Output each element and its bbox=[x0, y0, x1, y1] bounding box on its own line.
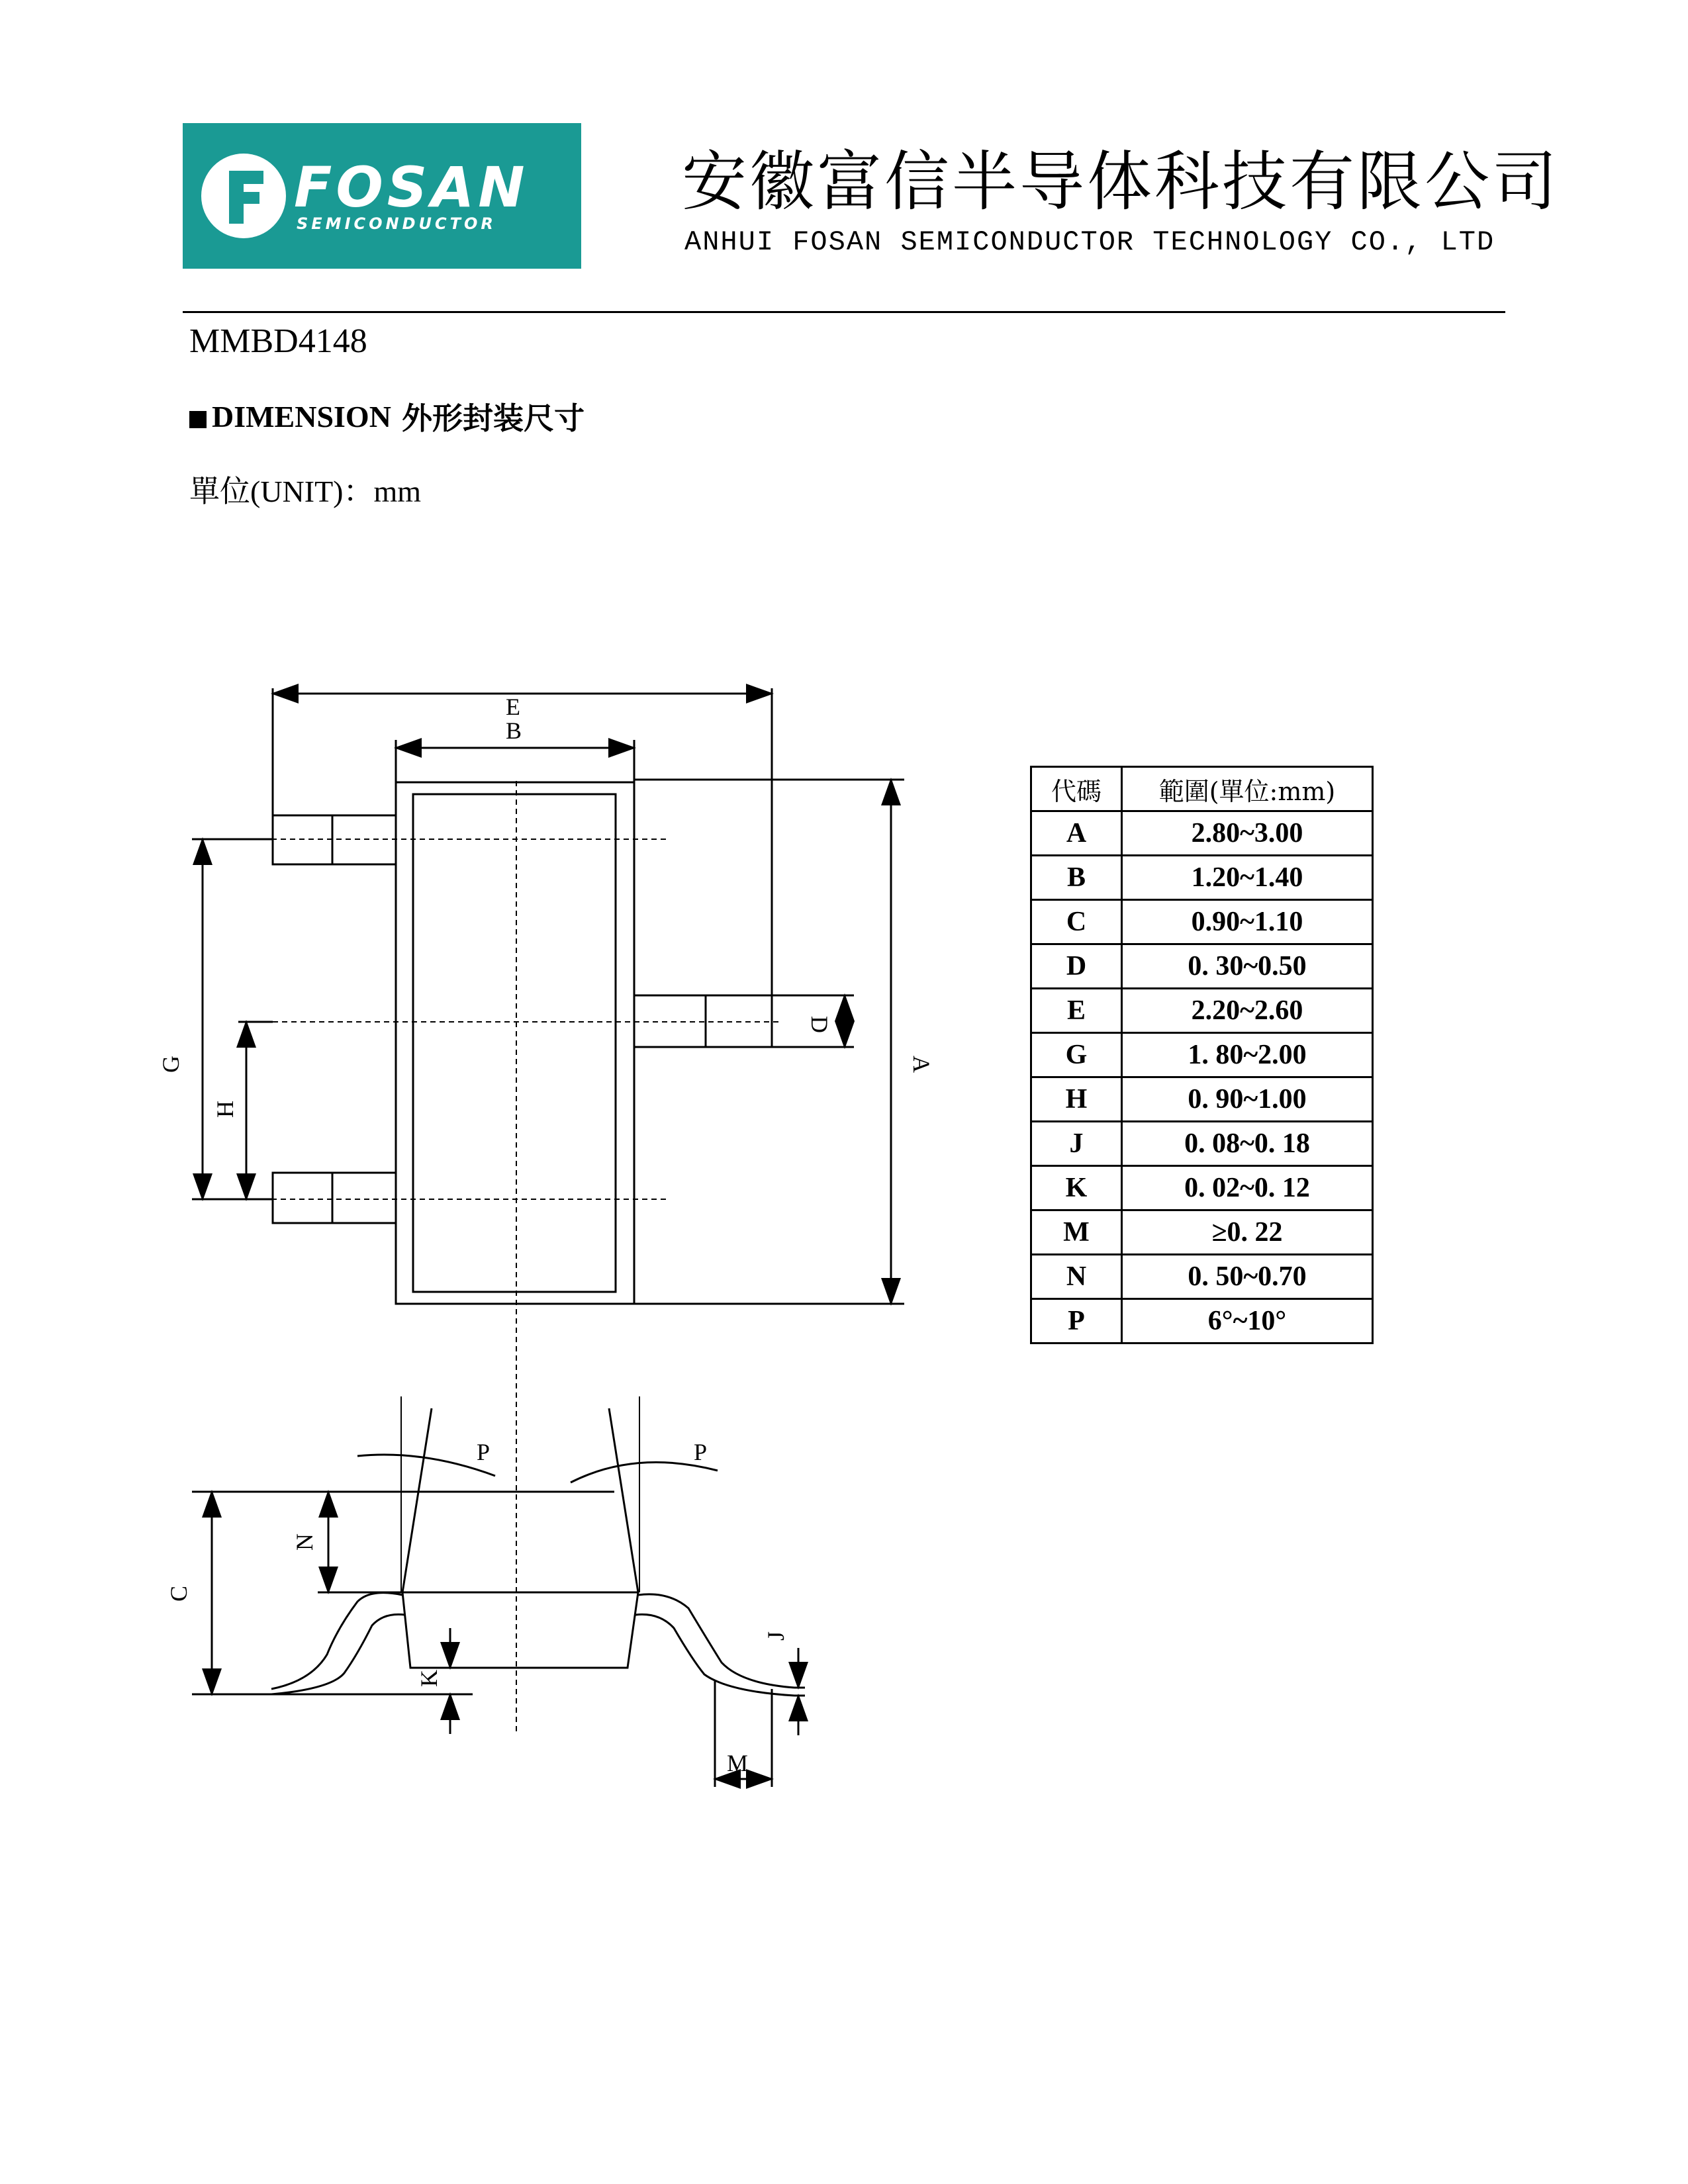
cell-range: 0. 30~0.50 bbox=[1122, 944, 1373, 989]
cell-code: D bbox=[1031, 944, 1122, 989]
label-H: H bbox=[212, 1101, 238, 1118]
table-row bbox=[1031, 811, 1373, 856]
table-header-row bbox=[1031, 767, 1373, 811]
top-view bbox=[245, 781, 781, 1734]
label-P-left: P bbox=[477, 1439, 491, 1465]
cell-range: 0. 50~0.70 bbox=[1122, 1255, 1373, 1299]
company-name-en: ANHUI FOSAN SEMICONDUCTOR TECHNOLOGY CO., LTD bbox=[684, 226, 1495, 258]
label-N: N bbox=[291, 1533, 318, 1551]
logo-text: FOSAN bbox=[294, 155, 529, 220]
cell-code: M bbox=[1031, 1210, 1122, 1255]
pin-left-bottom bbox=[273, 1173, 396, 1223]
cell-range: 1.20~1.40 bbox=[1122, 856, 1373, 900]
cell-range: 2.80~3.00 bbox=[1122, 811, 1373, 856]
unit-label-cn: 單位 bbox=[189, 473, 250, 509]
label-P-right: P bbox=[694, 1439, 708, 1465]
cell-code: E bbox=[1031, 989, 1122, 1033]
table-row bbox=[1031, 1210, 1373, 1255]
cell-range: 2.20~2.60 bbox=[1122, 989, 1373, 1033]
label-G: G bbox=[158, 1056, 184, 1073]
cell-code: C bbox=[1031, 900, 1122, 944]
part-number: MMBD4148 bbox=[189, 322, 367, 360]
angle-arc-P-left bbox=[357, 1455, 495, 1476]
side-body-lower bbox=[402, 1592, 638, 1668]
label-K: K bbox=[416, 1670, 442, 1687]
cell-code: J bbox=[1031, 1122, 1122, 1166]
cell-code: N bbox=[1031, 1255, 1122, 1299]
angle-arc-P-right bbox=[571, 1463, 718, 1482]
company-name-cn: 安徽富信半导体科技有限公司 bbox=[682, 144, 1560, 220]
dimension-table bbox=[1030, 766, 1374, 1344]
table-row bbox=[1031, 1033, 1373, 1077]
cell-range: 6°~10° bbox=[1122, 1299, 1373, 1343]
cell-code: A bbox=[1031, 811, 1122, 856]
table-row bbox=[1031, 900, 1373, 944]
cell-range: ≥0. 22 bbox=[1122, 1210, 1373, 1255]
label-E: E bbox=[506, 694, 520, 720]
label-B: B bbox=[506, 717, 522, 744]
label-M: M bbox=[727, 1750, 749, 1776]
cell-range: 0. 90~1.00 bbox=[1122, 1077, 1373, 1122]
table-row bbox=[1031, 1077, 1373, 1122]
cell-code: B bbox=[1031, 856, 1122, 900]
header-code: 代碼 bbox=[1031, 767, 1122, 811]
logo-subtext: SEMICONDUCTOR bbox=[297, 214, 496, 233]
section-title-cn: 外形封装尺寸 bbox=[401, 400, 585, 436]
body-inner-outline bbox=[413, 794, 616, 1292]
side-view bbox=[271, 1396, 794, 1696]
table-row bbox=[1031, 1166, 1373, 1210]
section-title-en: DIMENSION bbox=[212, 399, 391, 433]
unit-label-en: (UNIT)：mm bbox=[250, 475, 422, 508]
cell-code: H bbox=[1031, 1077, 1122, 1122]
cell-code: G bbox=[1031, 1033, 1122, 1077]
table-row bbox=[1031, 1122, 1373, 1166]
cell-code: P bbox=[1031, 1299, 1122, 1343]
body-outline bbox=[396, 782, 634, 1304]
label-J: J bbox=[763, 1631, 789, 1641]
cell-code: K bbox=[1031, 1166, 1122, 1210]
cell-range: 0. 08~0. 18 bbox=[1122, 1122, 1373, 1166]
table-row bbox=[1031, 944, 1373, 989]
table-row bbox=[1031, 856, 1373, 900]
cell-range: 0. 02~0. 12 bbox=[1122, 1166, 1373, 1210]
label-D: D bbox=[806, 1016, 833, 1033]
table-row bbox=[1031, 1299, 1373, 1343]
header-range: 範圍(單位:mm) bbox=[1122, 767, 1373, 811]
table-row bbox=[1031, 989, 1373, 1033]
label-A: A bbox=[908, 1056, 935, 1073]
cell-range: 1. 80~2.00 bbox=[1122, 1033, 1373, 1077]
table-row bbox=[1031, 1255, 1373, 1299]
lead-left-upper bbox=[271, 1593, 402, 1689]
label-C: C bbox=[165, 1585, 192, 1602]
cell-range: 0.90~1.10 bbox=[1122, 900, 1373, 944]
